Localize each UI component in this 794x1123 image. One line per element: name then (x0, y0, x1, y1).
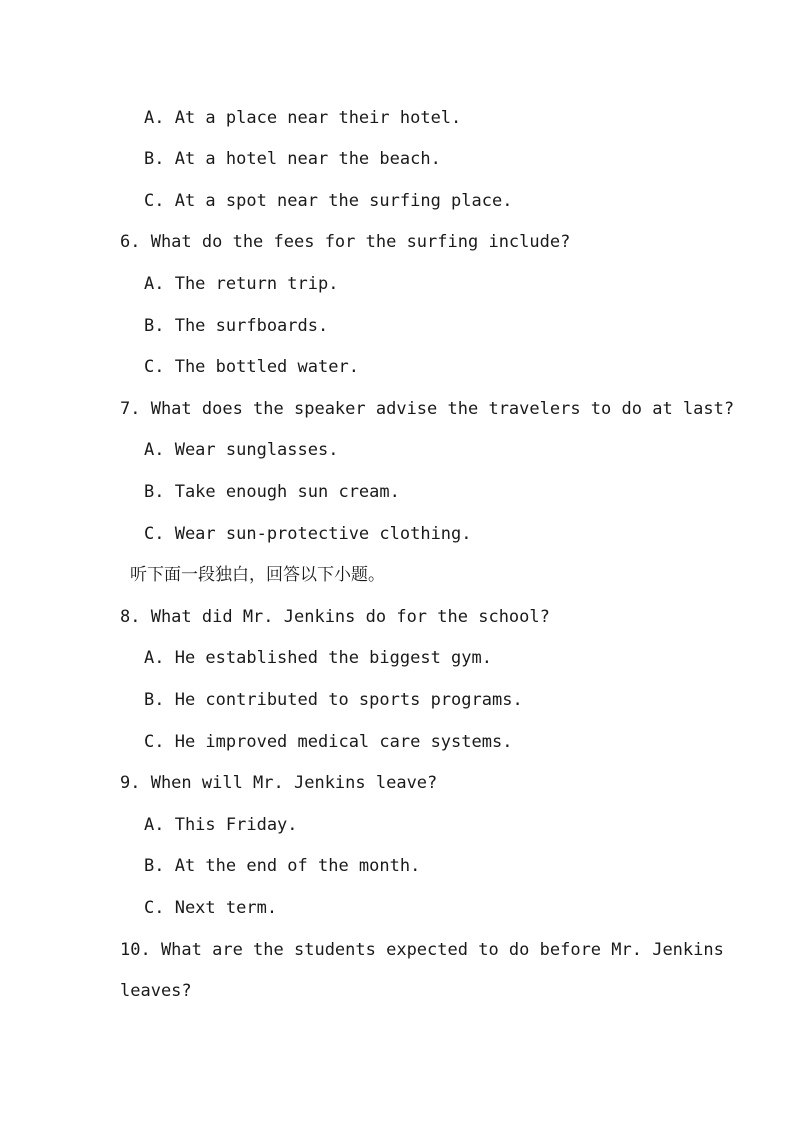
question-6: 6. What do the fees for the surfing include? (120, 232, 571, 252)
q7-option-c: C. Wear sun-protective clothing. (144, 524, 472, 544)
q9-option-a: A. This Friday. (144, 815, 298, 835)
q6-option-a: A. The return trip. (144, 274, 339, 294)
q8-option-b: B. He contributed to sports programs. (144, 690, 523, 710)
q9-option-b: B. At the end of the month. (144, 856, 421, 876)
q6-option-c: C. The bottled water. (144, 357, 359, 377)
q6-option-b: B. The surfboards. (144, 316, 329, 336)
question-10: 10. What are the students expected to do before Mr. Jenkins (120, 940, 724, 960)
q7-option-b: B. Take enough sun cream. (144, 482, 400, 502)
question-7: 7. What does the speaker advise the travelers to do at last? (120, 399, 735, 419)
q5-option-b: B. At a hotel near the beach. (144, 149, 441, 169)
q8-option-c: C. He improved medical care systems. (144, 732, 513, 752)
q8-option-a: A. He established the biggest gym. (144, 648, 492, 668)
question-9: 9. When will Mr. Jenkins leave? (120, 773, 438, 793)
q5-option-c: C. At a spot near the surfing place. (144, 191, 513, 211)
question-8: 8. What did Mr. Jenkins do for the school? (120, 607, 550, 627)
q9-option-c: C. Next term. (144, 898, 278, 918)
q5-option-a: A. At a place near their hotel. (144, 108, 462, 128)
q7-option-a: A. Wear sunglasses. (144, 440, 339, 460)
section-instruction: 听下面一段独白，回答以下小题。 (130, 565, 385, 585)
question-10-continued: leaves? (120, 981, 192, 1001)
